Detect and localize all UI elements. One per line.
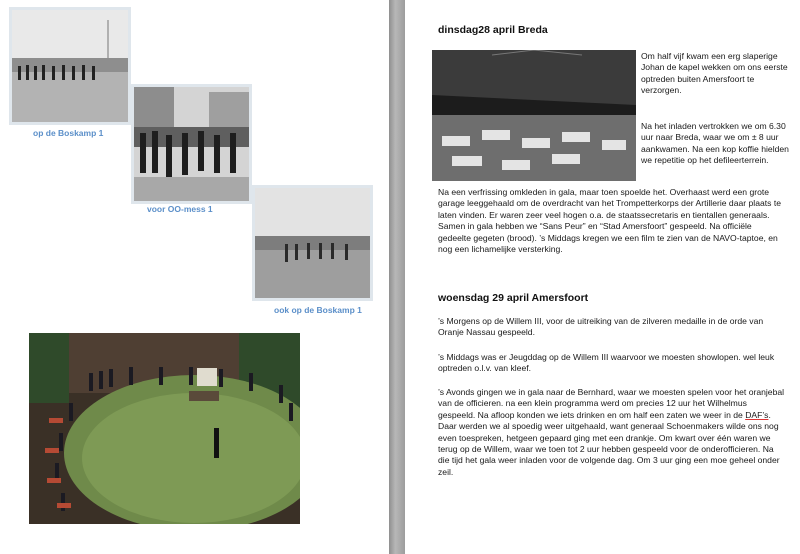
- heading-breda: dinsdag28 april Breda: [438, 24, 548, 36]
- amersfoort-para-3: [438, 387, 786, 478]
- amersfoort-para-1: ’s Morgens op de Willem III, voor de uitreiking van de zilveren medaille in de orde van Oranje Nassau gespeeld.: [438, 316, 764, 338]
- caption-boskamp: op de Boskamp 1: [33, 128, 104, 138]
- photo-boskamp-field-image: [255, 188, 370, 298]
- amersfoort-para-2: ’s Middags was er Jeugddag op de Willem III waarvoor we moesten showlopen. wel leuk optreden o.l.v. van kleef.: [438, 352, 775, 374]
- caption-boskamp-field: ook op de Boskamp 1: [274, 305, 362, 315]
- breda-para-3: Na een verfrissing omkleden in gala, maar toen spoelde het. Overhaast werd een grote garage leeggehaald om de overdracht van het Trompetterkorps der Artillerie daar plaats te laten vinden. Er waren zeer veel hogen o.a. de staatssecretaris en tientallen generaals. Samen in gala hebben we “Sans Peur” en “Stad Amersfoort” gespeeld. Na officiële gedeelte gegeten (brood). ’s Middags kregen we een film te zien van de NAVO-taptoe, en nog een lichamelijke versterking.: [438, 187, 781, 255]
- photo-boskamp-band-image: [12, 10, 128, 122]
- photo-oo-mess-image: [134, 87, 249, 201]
- photo-ceremony-color-image: [29, 333, 300, 524]
- amersfoort-para-3-start: ’s Avonds gingen we in gala naar de Bernhard, waar we moesten spelen voor het oranjebal van de officieren. na een klein programma werd om precies 12 uur het Wilhelmus gespeeld. Na afloop konden we iets drinken en om half een zaten we weer in de: [438, 387, 785, 420]
- caption-oo-mess: voor OO-mess 1: [147, 204, 213, 214]
- photo-oo-mess: [131, 84, 252, 204]
- photo-hall-breda-image: [432, 50, 636, 181]
- photo-ceremony-color: [29, 333, 300, 524]
- right-page: [405, 0, 800, 554]
- left-page: [0, 0, 389, 554]
- photo-hall-breda: [432, 50, 636, 181]
- photo-boskamp-field: [252, 185, 373, 301]
- daf-term: DAF’s: [745, 409, 769, 420]
- breda-para-2: Na het inladen vertrokken we om 6.30 uur naar Breda, waar we om ± 8 uur aankwamen. Na een kop koffie hielden we repetitie op het defileerterrein.: [641, 121, 789, 166]
- amersfoort-para-3-end: . Daar werden we al spoedig weer uitgehaald, want generaal Schoenmakers wilde ons nog even toespreken, hetgeen gepaard ging met een drankje. Om kwart over één waren we terug op de Willem, waar we toen tot 2 uur hebben gespeeld voor de onderofficieren. Na die tijd het gala weer inladen voor de volgende dag. Om 3 uur ging een moe geheel onder zeil.: [438, 409, 780, 477]
- breda-para-1: Om half vijf kwam een erg slaperige Johan de kapel wekken om ons eerste optreden buiten Amersfoort te verzorgen.: [641, 51, 788, 96]
- heading-amersfoort: woensdag 29 april Amersfoort: [438, 292, 589, 304]
- photo-boskamp-band: [9, 7, 131, 125]
- page-gutter: [389, 0, 405, 554]
